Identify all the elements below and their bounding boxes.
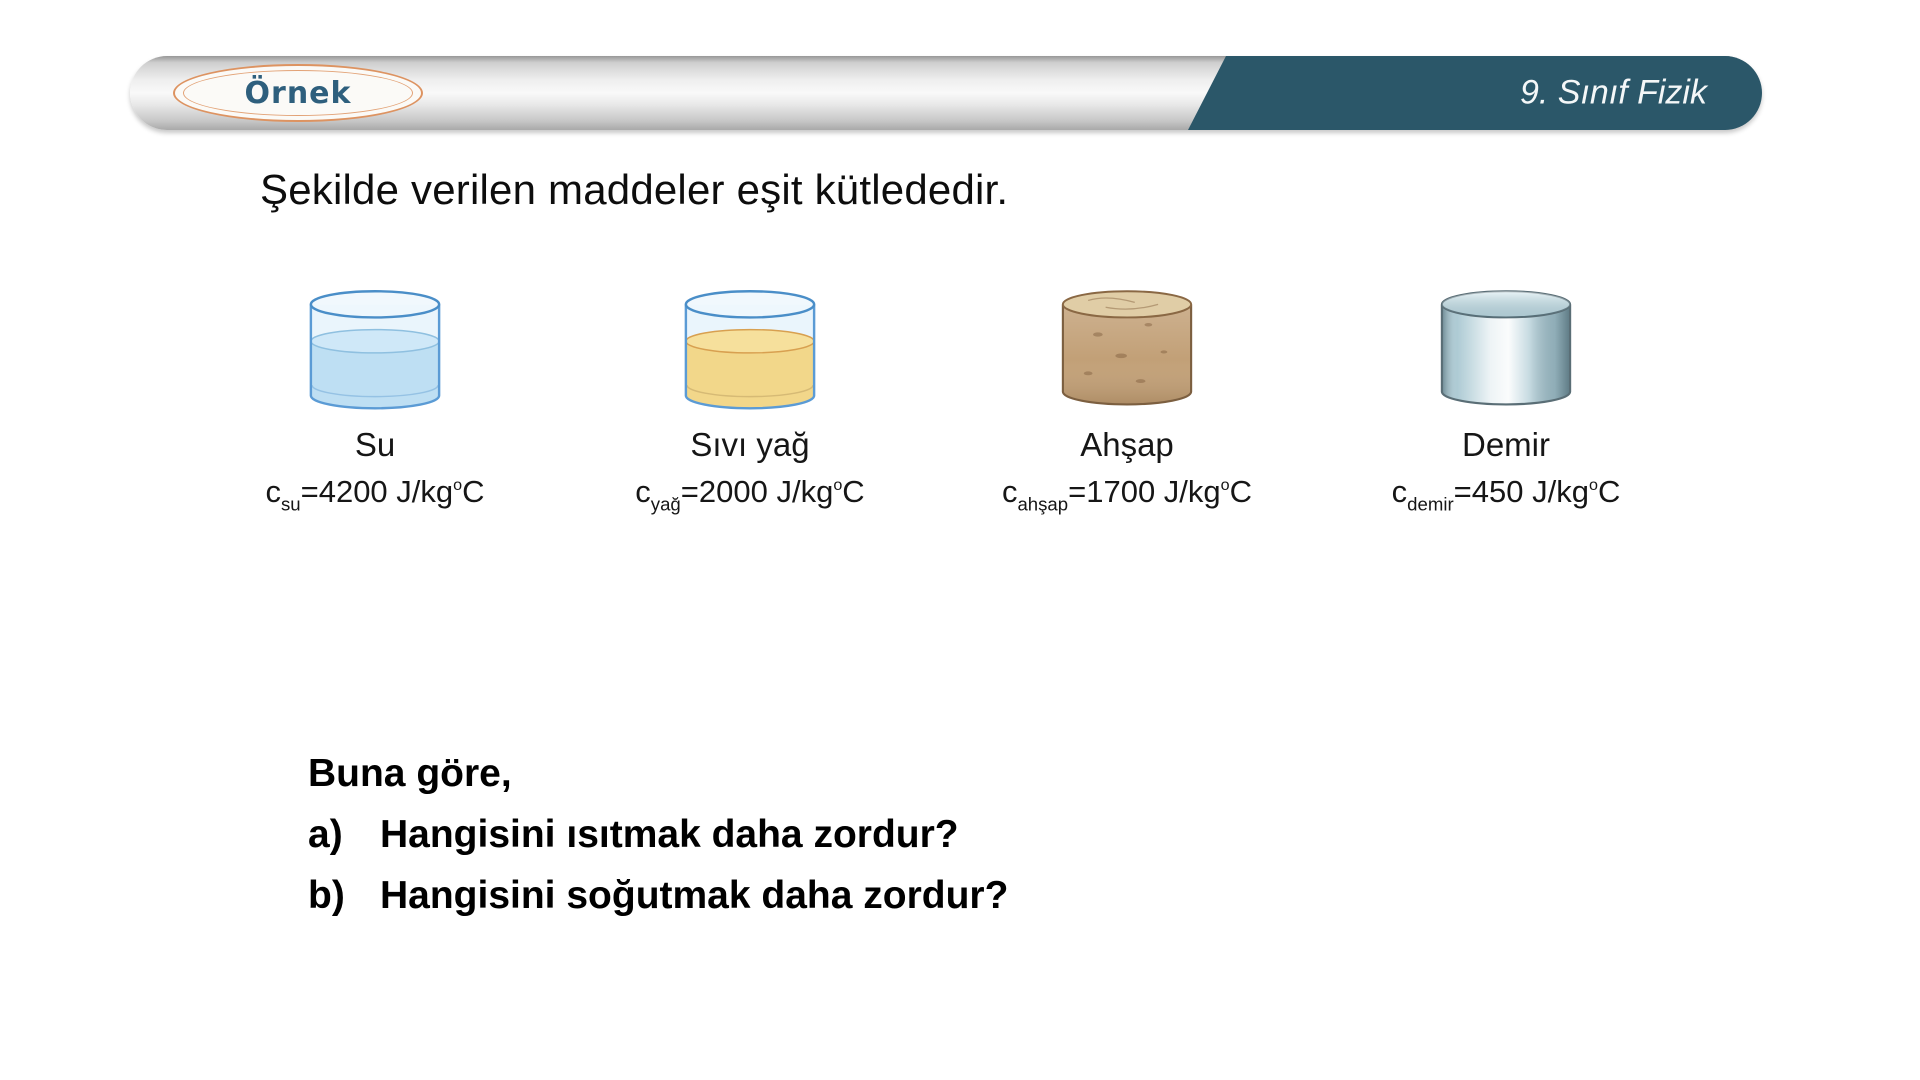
question-item-b bbox=[308, 874, 1008, 918]
question-item-a bbox=[308, 813, 1008, 857]
formula-value: =450 J/kg bbox=[1453, 474, 1589, 509]
material-sivi-yag bbox=[570, 286, 930, 515]
formula-subscript: su bbox=[280, 493, 301, 515]
material-formula bbox=[195, 474, 555, 515]
material-formula bbox=[947, 474, 1307, 515]
material-name: Sıvı yağ bbox=[690, 426, 810, 463]
question-statement: Şekilde verilen maddeler eşit kütlededir. bbox=[260, 166, 1009, 213]
oil-cylinder-figure bbox=[682, 286, 818, 414]
material-formula bbox=[1326, 474, 1686, 515]
question-item-prefix: b) bbox=[308, 874, 345, 917]
formula-subscript: ahşap bbox=[1017, 493, 1069, 515]
question-item-prefix: a) bbox=[308, 813, 343, 856]
formula-unit: C bbox=[1229, 474, 1253, 509]
formula-symbol: c bbox=[1391, 474, 1408, 509]
material-ahsap bbox=[947, 286, 1307, 515]
wood-top-face bbox=[1063, 291, 1191, 317]
formula-subscript: demir bbox=[1407, 493, 1454, 515]
formula-unit: C bbox=[1597, 474, 1621, 509]
formula-subscript: yağ bbox=[650, 493, 681, 515]
question-intro bbox=[308, 752, 1008, 796]
formula-value: =1700 J/kg bbox=[1068, 474, 1221, 509]
formula-unit: C bbox=[842, 474, 865, 509]
degree-symbol: o bbox=[833, 475, 843, 494]
question-item-text: Hangisini ısıtmak daha zordur? bbox=[380, 813, 959, 856]
ornek-badge-label: Örnek bbox=[244, 75, 352, 111]
degree-symbol: o bbox=[453, 475, 463, 494]
material-su bbox=[195, 286, 555, 515]
formula-value: =4200 J/kg bbox=[300, 474, 454, 509]
course-title: 9. Sınıf Fizik bbox=[1519, 73, 1707, 112]
material-name: Demir bbox=[1462, 426, 1550, 463]
wood-shading bbox=[1063, 304, 1191, 404]
material-formula bbox=[570, 474, 930, 515]
material-name: Su bbox=[354, 426, 396, 463]
formula-symbol: c bbox=[265, 474, 281, 509]
wood-cylinder-figure bbox=[1059, 286, 1195, 414]
iron-cylinder-figure bbox=[1438, 286, 1574, 414]
formula-unit: C bbox=[462, 474, 485, 509]
question-intro-text: Buna göre, bbox=[308, 752, 512, 795]
formula-value: =2000 J/kg bbox=[680, 474, 834, 509]
degree-symbol: o bbox=[1588, 475, 1598, 494]
header-banner bbox=[130, 56, 1762, 130]
formula-symbol: c bbox=[635, 474, 651, 509]
material-name: Ahşap bbox=[1080, 426, 1174, 463]
question-block bbox=[308, 752, 1008, 935]
water-cylinder-figure bbox=[307, 286, 443, 414]
material-demir bbox=[1326, 286, 1686, 515]
iron-sheen bbox=[1442, 304, 1570, 404]
glass-top-rim bbox=[686, 291, 814, 317]
water-surface bbox=[311, 330, 439, 353]
degree-symbol: o bbox=[1220, 475, 1230, 494]
formula-symbol: c bbox=[1001, 474, 1018, 509]
question-item-text: Hangisini soğutmak daha zordur? bbox=[380, 874, 1009, 917]
glass-top-rim bbox=[311, 291, 439, 317]
ornek-badge bbox=[173, 64, 423, 122]
iron-top-shading bbox=[1442, 291, 1570, 317]
oil-surface bbox=[686, 330, 814, 353]
